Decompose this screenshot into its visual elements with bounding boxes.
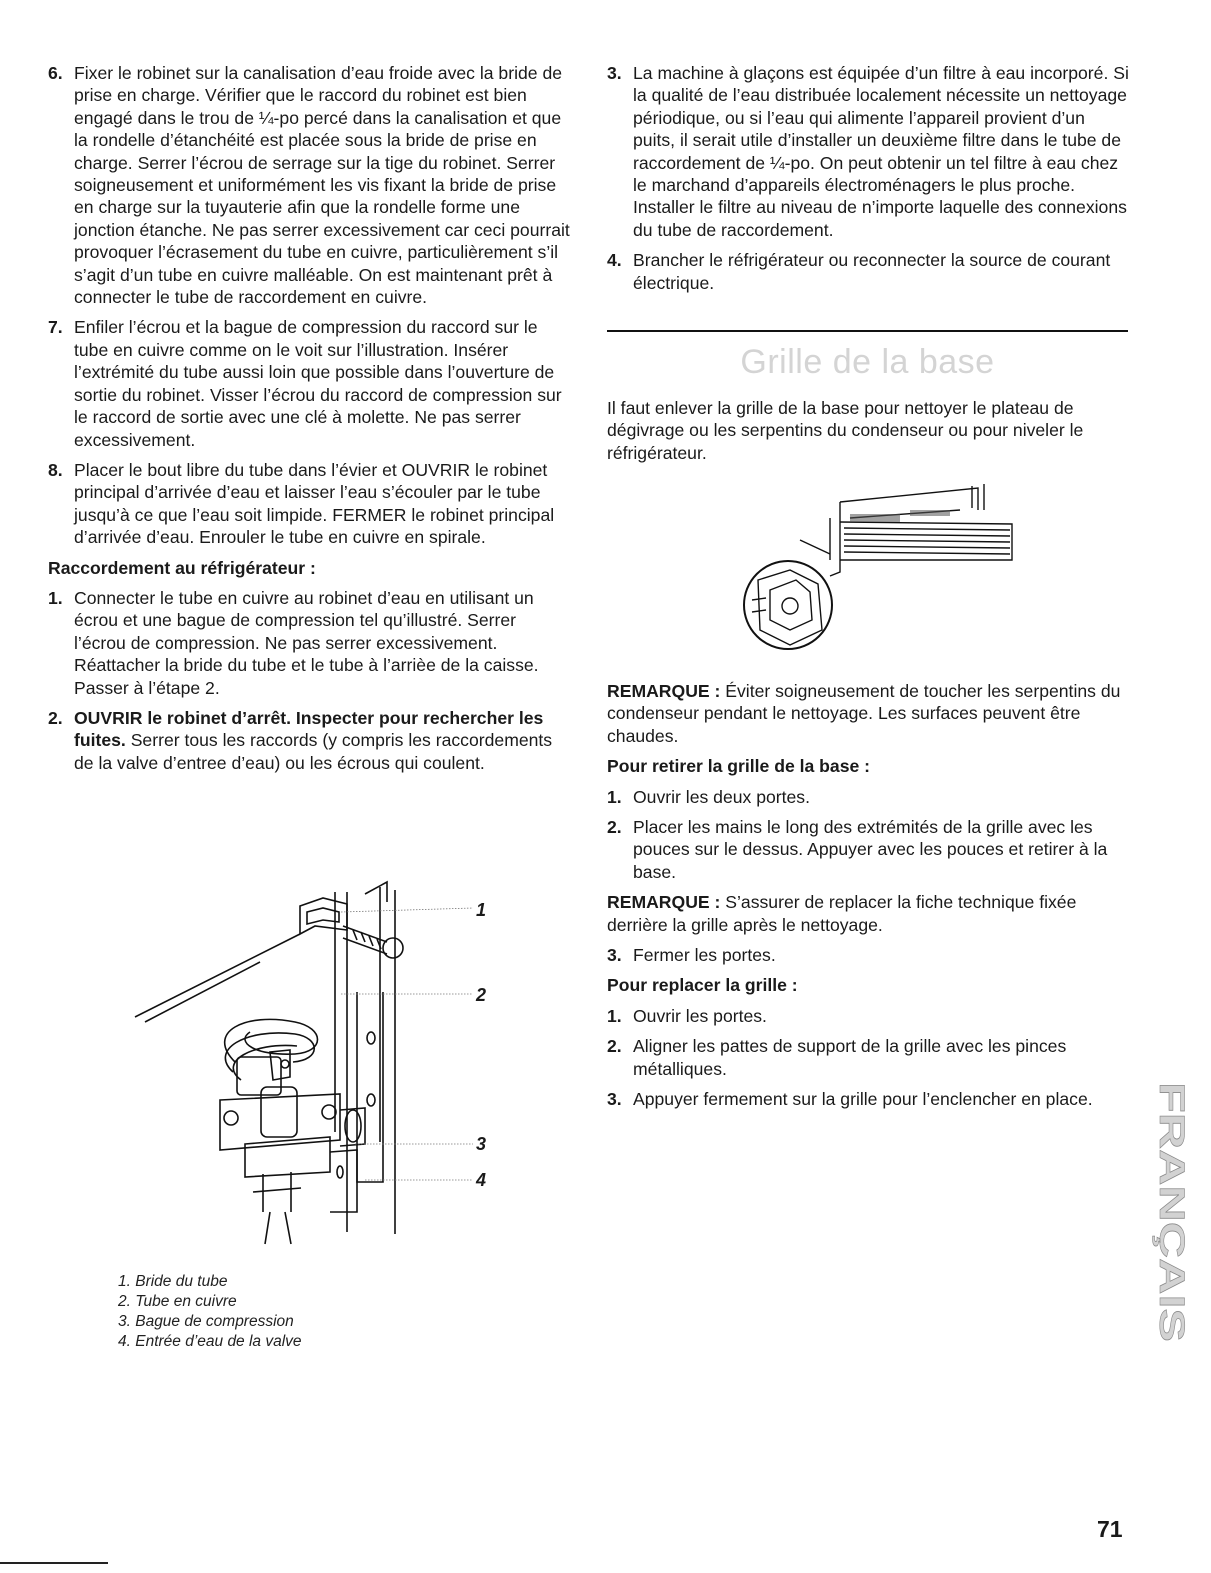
figure-legend: [118, 1272, 302, 1352]
section-divider: [607, 330, 1128, 332]
right-column-bottom: [607, 680, 1128, 1119]
remark-2: [607, 891, 1128, 936]
remark-1: [607, 680, 1128, 747]
callout-3: 3: [476, 1134, 487, 1154]
remove-grille-heading: Pour retirer la grille de la base :: [607, 756, 871, 777]
step-text: Fixer le robinet sur la canalisation d’eau froide avec la bride de prise en charge. Vérifier que le raccord du robinet est bien engagé dans le trou de ¼-po percé dans la canalisation et que la rondelle d’étanchéité est placée sous la bride de prise en charge. Serrer l’écrou de serrage sur la tige du robinet. Serrer soigneusement et uniformément les vis fixant la bride de prise en charge sur la tuyauterie afin que la rondelle forme une jonction étanche. Ne pas serrer excessivement car ceci pourrait provoquer l’écrasement du tube en cuivre, particulièrement s’il s’agit d’un tube en cuivre malléable. On est maintenant prêt à connecter le tube de raccordement en cuivre.: [74, 63, 570, 308]
step-4: [607, 249, 1129, 294]
section-title: Grille de la base: [740, 343, 995, 381]
step-text: Connecter le tube en cuivre au robinet d’eau en utilisant un écrou et une bague de compression tel qu’illustré. Serrer l’écrou de compression. Ne pas serrer excessivement. Réattacher la bride du tube et le tube à l’arrièe de la caisse. Passer à l’étape 2.: [74, 587, 539, 698]
step-text: La machine à glaçons est équipée d’un filtre à eau incorporé. Si la qualité de l’eau distribuée localement nécessite un nettoyage périodique, ou si l’eau qui alimente l’appareil provient d’un puits, il serait utile d’installer un deuxième filtre dans le tube de raccordement de ¼-po. On peut obtenir un tel filtre à eau chez le marchand d’appareils électroménagers le plus proche. Installer le filtre au niveau de n’importe laquelle des connexions du tube de raccordement.: [633, 63, 1129, 240]
legend-item: 1. Bride du tube: [118, 1273, 228, 1290]
callout-1: 1: [476, 900, 487, 920]
bottom-rule: [0, 1562, 108, 1564]
replace-grille-heading: Pour replacer la grille :: [607, 975, 798, 996]
step-text: Brancher le réfrigérateur ou reconnecter la source de courant électrique.: [633, 250, 1111, 293]
step-number: 1.: [607, 786, 622, 807]
replace-step-2: [607, 1035, 1128, 1080]
water-valve-illustration: [125, 882, 495, 1242]
step-number: 3.: [607, 945, 622, 966]
language-side-tab: [1152, 1082, 1191, 1344]
remove-step-3: [607, 944, 1128, 966]
step-number: 7.: [48, 317, 63, 338]
step-text: Placer le bout libre du tube dans l’évier et OUVRIR le robinet principal d’arrivée d’eau et laisser l’eau s’écouler par le tube jusqu’à ce que l’eau soit limpide. FERMER le robinet principal d’arrivée d’eau. Enrouler le tube en cuivre en spirale.: [74, 459, 555, 548]
replace-step-3: [607, 1088, 1128, 1110]
remark-label: REMARQUE :: [607, 892, 721, 913]
remark-text: S’assurer de replacer la fiche technique fixée derrière la grille après le nettoyage.: [607, 892, 1077, 935]
step-regular-text: Serrer tous les raccords (y compris les raccordements de la valve d’entree d’eau) ou les écrous qui coulent.: [74, 730, 553, 773]
step-number: 2.: [48, 707, 63, 728]
step-number: 6.: [48, 63, 63, 83]
remove-step-1: [607, 786, 1128, 808]
step-number: 1.: [607, 1005, 622, 1026]
step-number: 4.: [607, 250, 622, 271]
legend-item: 2. Tube en cuivre: [118, 1293, 237, 1310]
step-bold-text: OUVRIR le robinet d’arrêt. Inspecter pour rechercher les fuites.: [74, 707, 544, 751]
legend-item: 3. Bague de compression: [118, 1313, 294, 1330]
step-number: 1.: [48, 587, 63, 608]
step-6: [48, 62, 570, 308]
subheading-refrigerator-connection: Raccordement au réfrigérateur :: [48, 557, 316, 578]
step-number: 8.: [48, 459, 63, 480]
step-7: [48, 316, 570, 450]
step-number: 2.: [607, 817, 622, 838]
step-number: 3.: [607, 63, 622, 83]
step-8: [48, 459, 570, 549]
right-column-top: [607, 62, 1129, 302]
step-number: 2.: [607, 1036, 622, 1057]
remove-step-2: [607, 816, 1128, 883]
page-number: 71: [1097, 1516, 1123, 1542]
left-column: [48, 62, 570, 782]
step-text: Enfiler l’écrou et la bague de compression du raccord sur le tube en cuivre comme on le voit sur l’illustration. Insérer l’extrémité du tube aussi loin que possible dans l’ouverture de sortie du robinet. Visser l’écrou du raccord de compression sur le raccord de sortie avec une clé à molette. Ne pas serrer excessivement.: [74, 317, 562, 450]
callout-2: 2: [476, 985, 487, 1005]
connection-step-2: [48, 707, 570, 774]
callout-4: 4: [476, 1170, 487, 1190]
base-grille-illustration: [740, 480, 1030, 665]
connection-step-1: [48, 587, 570, 699]
step-text: Ouvrir les portes.: [633, 1005, 767, 1026]
step-text: Ouvrir les deux portes.: [633, 786, 810, 807]
step-3: [607, 62, 1129, 241]
side-tab-text: FRANÇAIS: [1152, 1082, 1191, 1263]
remark-text: Éviter soigneusement de toucher les serpentins du condenseur pendant le nettoyage. Les surfaces peuvent être chaudes.: [607, 681, 1121, 746]
step-number: 3.: [607, 1089, 622, 1110]
step-text: Fermer les portes.: [633, 945, 776, 966]
step-text: Placer les mains le long des extrémités de la grille avec les pouces sur le dessus. Appuyer avec les pouces et retirer à la base.: [633, 817, 1108, 882]
replace-step-1: [607, 1005, 1128, 1027]
step-text: [74, 707, 570, 774]
legend-item: 4. Entrée d’eau de la valve: [118, 1333, 302, 1350]
step-text: Appuyer fermement sur la grille pour l’enclencher en place.: [633, 1089, 1093, 1110]
remark-label: REMARQUE :: [607, 681, 721, 701]
step-text: Aligner les pattes de support de la grille avec les pinces métalliques.: [633, 1036, 1067, 1079]
section-intro: Il faut enlever la grille de la base pour nettoyer le plateau de dégivrage ou les serpentins du condenseur ou pour niveler le réfrigérateur.: [607, 398, 1084, 463]
